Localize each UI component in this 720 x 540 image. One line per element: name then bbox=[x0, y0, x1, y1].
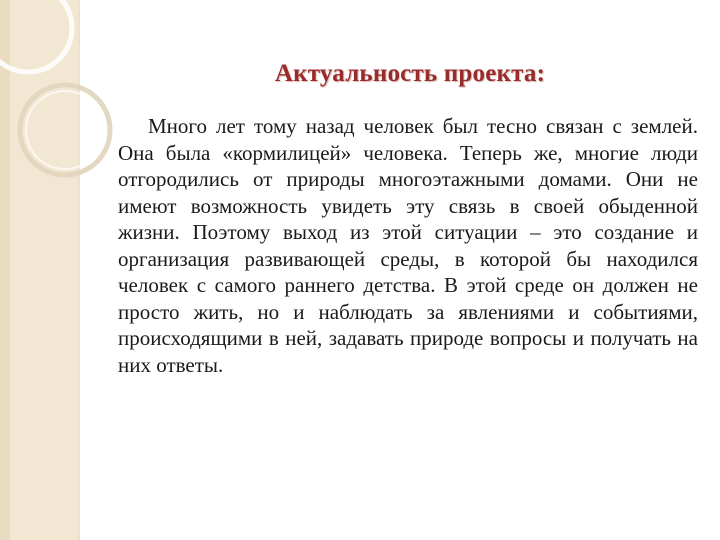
lower-ring bbox=[20, 85, 110, 175]
slide-title: Актуальность проекта: bbox=[274, 60, 546, 87]
lower-ring-highlight bbox=[26, 91, 104, 169]
slide-body-text: Много лет тому назад человек был тесно связан с землей. Она была «кормилицей» человека. Теперь же, многие люди отгородились от природы многоэтажными домами. Они не имеют возможность увидеть эту связь в своей обыденной жизни. Поэтому выход из этой ситуации – это создание и организация развивающей среды, в которой бы находился человек с самого раннего детства. В этой среде он должен не просто жить, но и наблюдать за явлениями и событиями, происходящими в ней, задавать природе вопросы и получать на них ответы. bbox=[118, 114, 698, 377]
upper-ring bbox=[0, 0, 72, 72]
